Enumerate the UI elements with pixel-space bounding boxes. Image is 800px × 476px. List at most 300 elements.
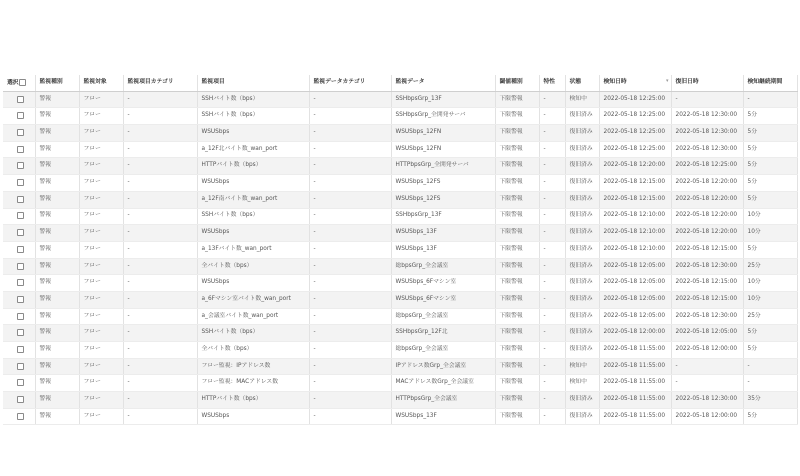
table-row[interactable] <box>3 342 797 359</box>
cell-item: WSUSbps <box>197 125 309 142</box>
table-row[interactable] <box>3 258 797 275</box>
cell-type: 警報 <box>35 358 79 375</box>
cell-category: - <box>123 375 197 392</box>
row-select-cell <box>3 342 35 359</box>
cell-type: 警報 <box>35 325 79 342</box>
cell-category: - <box>123 291 197 308</box>
cell-threshold: 下限警報 <box>495 308 539 325</box>
row-select-cell <box>3 392 35 409</box>
table-row[interactable] <box>3 91 797 108</box>
cell-threshold: 下限警報 <box>495 275 539 292</box>
cell-type: 警報 <box>35 308 79 325</box>
cell-threshold: 下限警報 <box>495 291 539 308</box>
cell-data-category: - <box>309 291 391 308</box>
table-row[interactable] <box>3 308 797 325</box>
cell-status: 復旧済み <box>565 408 599 425</box>
cell-category: - <box>123 408 197 425</box>
cell-category: - <box>123 358 197 375</box>
cell-data-category: - <box>309 308 391 325</box>
cell-data-category: - <box>309 241 391 258</box>
cell-data: WSUSbps_12FS <box>391 191 495 208</box>
cell-recovered: 2022-05-18 12:20:00 <box>671 175 743 192</box>
cell-recovered: 2022-05-18 12:30:00 <box>671 125 743 142</box>
cell-type: 警報 <box>35 208 79 225</box>
cell-threshold: 下限警報 <box>495 258 539 275</box>
cell-property: - <box>539 175 565 192</box>
cell-data: HTTPbpsGrp_全開発サーバ <box>391 158 495 175</box>
cell-item: a_12F北バイト数_wan_port <box>197 141 309 158</box>
cell-property: - <box>539 291 565 308</box>
cell-category: - <box>123 392 197 409</box>
cell-status: 復旧済み <box>565 108 599 125</box>
cell-data: WSUSbps_13F <box>391 408 495 425</box>
cell-data-category: - <box>309 208 391 225</box>
cell-data-category: - <box>309 141 391 158</box>
cell-detected: 2022-05-18 12:05:00 <box>599 308 671 325</box>
col-header-data[interactable]: 監視データ <box>391 75 495 91</box>
cell-data: WSUSbps_13F <box>391 225 495 242</box>
cell-data: MACアドレス数Grp_全会議室 <box>391 375 495 392</box>
col-header-duration[interactable]: 検知継続期間 <box>743 75 797 91</box>
cell-threshold: 下限警報 <box>495 91 539 108</box>
cell-target: フロー <box>79 291 123 308</box>
cell-data-category: - <box>309 358 391 375</box>
cell-property: - <box>539 125 565 142</box>
cell-category: - <box>123 241 197 258</box>
cell-item: 全バイト数（bps） <box>197 342 309 359</box>
col-header-detected[interactable] <box>599 75 671 91</box>
cell-threshold: 下限警報 <box>495 191 539 208</box>
row-checkbox[interactable] <box>17 196 24 203</box>
table-row[interactable] <box>3 291 797 308</box>
cell-status: 復旧済み <box>565 158 599 175</box>
row-select-cell <box>3 375 35 392</box>
cell-detected: 2022-05-18 12:05:00 <box>599 258 671 275</box>
cell-type: 警報 <box>35 392 79 409</box>
cell-type: 警報 <box>35 158 79 175</box>
cell-duration: - <box>743 375 797 392</box>
cell-duration: - <box>743 358 797 375</box>
cell-item: WSUSbps <box>197 225 309 242</box>
cell-duration: 5分 <box>743 325 797 342</box>
cell-type: 警報 <box>35 175 79 192</box>
cell-recovered: 2022-05-18 12:15:00 <box>671 275 743 292</box>
col-header-select <box>3 75 35 91</box>
cell-status: 復旧済み <box>565 175 599 192</box>
row-select-cell <box>3 291 35 308</box>
col-header-property[interactable]: 特性 <box>539 75 565 91</box>
cell-category: - <box>123 175 197 192</box>
row-checkbox[interactable] <box>17 296 24 303</box>
cell-data: WSUSbps_12FS <box>391 175 495 192</box>
cell-data-category: - <box>309 342 391 359</box>
cell-status: 復旧済み <box>565 241 599 258</box>
cell-item: HTTPバイト数（bps） <box>197 392 309 409</box>
cell-status: 復旧済み <box>565 125 599 142</box>
row-checkbox[interactable] <box>17 212 24 219</box>
cell-recovered: 2022-05-18 12:30:00 <box>671 392 743 409</box>
cell-type: 警報 <box>35 91 79 108</box>
cell-category: - <box>123 275 197 292</box>
row-select-cell <box>3 108 35 125</box>
col-header-data-category[interactable]: 監視データカテゴリ <box>309 75 391 91</box>
cell-recovered: 2022-05-18 12:00:00 <box>671 408 743 425</box>
cell-item: SSHバイト数（bps） <box>197 91 309 108</box>
cell-data: WSUSbps_12FN <box>391 141 495 158</box>
cell-status: 復旧済み <box>565 225 599 242</box>
cell-target: フロー <box>79 191 123 208</box>
table-row[interactable] <box>3 141 797 158</box>
table-row[interactable] <box>3 158 797 175</box>
cell-data-category: - <box>309 392 391 409</box>
cell-target: フロー <box>79 91 123 108</box>
cell-data-category: - <box>309 91 391 108</box>
cell-threshold: 下限警報 <box>495 392 539 409</box>
cell-target: フロー <box>79 408 123 425</box>
cell-category: - <box>123 125 197 142</box>
row-checkbox[interactable] <box>17 363 24 370</box>
table-row[interactable] <box>3 108 797 125</box>
cell-type: 警報 <box>35 108 79 125</box>
cell-recovered: 2022-05-18 12:20:00 <box>671 191 743 208</box>
row-checkbox[interactable] <box>17 279 24 286</box>
cell-data: WSUSbps_6Fマシン室 <box>391 275 495 292</box>
cell-status: 検知中 <box>565 358 599 375</box>
cell-threshold: 下限警報 <box>495 358 539 375</box>
row-select-cell <box>3 208 35 225</box>
cell-data: 総bpsGrp_全会議室 <box>391 258 495 275</box>
cell-detected: 2022-05-18 11:55:00 <box>599 392 671 409</box>
cell-data-category: - <box>309 175 391 192</box>
cell-detected: 2022-05-18 12:25:00 <box>599 91 671 108</box>
row-select-cell <box>3 275 35 292</box>
cell-detected: 2022-05-18 12:25:00 <box>599 125 671 142</box>
row-checkbox[interactable] <box>17 129 24 136</box>
cell-threshold: 下限警報 <box>495 125 539 142</box>
cell-duration: 5分 <box>743 158 797 175</box>
row-checkbox[interactable] <box>17 229 24 236</box>
cell-recovered: - <box>671 358 743 375</box>
cell-detected: 2022-05-18 11:55:00 <box>599 408 671 425</box>
row-select-cell <box>3 358 35 375</box>
col-header-status[interactable]: 状態 <box>565 75 599 91</box>
cell-item: SSHバイト数（bps） <box>197 325 309 342</box>
cell-target: フロー <box>79 392 123 409</box>
cell-detected: 2022-05-18 11:55:00 <box>599 375 671 392</box>
cell-data: IPアドレス数Grp_全会議室 <box>391 358 495 375</box>
cell-detected: 2022-05-18 12:25:00 <box>599 108 671 125</box>
cell-type: 警報 <box>35 225 79 242</box>
cell-duration: 25分 <box>743 258 797 275</box>
table-row[interactable] <box>3 125 797 142</box>
cell-item: SSHバイト数（bps） <box>197 208 309 225</box>
cell-category: - <box>123 91 197 108</box>
table-row[interactable] <box>3 325 797 342</box>
cell-data: 総bpsGrp_全会議室 <box>391 342 495 359</box>
row-checkbox[interactable] <box>17 396 24 403</box>
cell-detected: 2022-05-18 12:20:00 <box>599 158 671 175</box>
row-checkbox[interactable] <box>17 162 24 169</box>
cell-status: 復旧済み <box>565 342 599 359</box>
cell-data: WSUSbps_12FN <box>391 125 495 142</box>
cell-data-category: - <box>309 375 391 392</box>
cell-target: フロー <box>79 175 123 192</box>
cell-item: a_6Fマシン室バイト数_wan_port <box>197 291 309 308</box>
col-header-type[interactable]: 監視種別 <box>35 75 79 91</box>
cell-property: - <box>539 208 565 225</box>
row-select-cell <box>3 408 35 425</box>
cell-duration: 25分 <box>743 308 797 325</box>
cell-data: WSUSbps_6Fマシン室 <box>391 291 495 308</box>
cell-duration: 5分 <box>743 108 797 125</box>
cell-type: 警報 <box>35 342 79 359</box>
row-checkbox[interactable] <box>17 413 24 420</box>
cell-detected: 2022-05-18 12:05:00 <box>599 275 671 292</box>
cell-status: 復旧済み <box>565 291 599 308</box>
row-select-cell <box>3 225 35 242</box>
table-header-row <box>3 75 797 91</box>
cell-threshold: 下限警報 <box>495 141 539 158</box>
row-checkbox[interactable] <box>17 329 24 336</box>
cell-status: 検知中 <box>565 91 599 108</box>
cell-threshold: 下限警報 <box>495 408 539 425</box>
cell-detected: 2022-05-18 12:05:00 <box>599 291 671 308</box>
select-all-checkbox[interactable] <box>19 79 26 86</box>
cell-target: フロー <box>79 241 123 258</box>
cell-duration: 10分 <box>743 275 797 292</box>
cell-category: - <box>123 191 197 208</box>
cell-detected: 2022-05-18 12:00:00 <box>599 325 671 342</box>
cell-recovered: 2022-05-18 12:30:00 <box>671 108 743 125</box>
cell-item: フロー監視：IPアドレス数 <box>197 358 309 375</box>
cell-detected: 2022-05-18 11:55:00 <box>599 342 671 359</box>
cell-duration: 5分 <box>743 241 797 258</box>
cell-status: 復旧済み <box>565 258 599 275</box>
col-header-category[interactable]: 監視項目カテゴリ <box>123 75 197 91</box>
cell-recovered: 2022-05-18 12:05:00 <box>671 325 743 342</box>
cell-property: - <box>539 392 565 409</box>
cell-data: 総bpsGrp_全会議室 <box>391 308 495 325</box>
row-select-cell <box>3 241 35 258</box>
cell-recovered: - <box>671 375 743 392</box>
cell-duration: 5分 <box>743 191 797 208</box>
cell-property: - <box>539 275 565 292</box>
cell-item: WSUSbps <box>197 408 309 425</box>
cell-type: 警報 <box>35 258 79 275</box>
cell-target: フロー <box>79 141 123 158</box>
cell-category: - <box>123 141 197 158</box>
table-row[interactable] <box>3 175 797 192</box>
cell-category: - <box>123 342 197 359</box>
cell-item: 全バイト数（bps） <box>197 258 309 275</box>
row-checkbox[interactable] <box>17 379 24 386</box>
cell-target: フロー <box>79 275 123 292</box>
cell-category: - <box>123 108 197 125</box>
cell-target: フロー <box>79 208 123 225</box>
cell-item: HTTPバイト数（bps） <box>197 158 309 175</box>
cell-item: a_13Fバイト数_wan_port <box>197 241 309 258</box>
cell-duration: 10分 <box>743 291 797 308</box>
cell-data-category: - <box>309 225 391 242</box>
cell-data-category: - <box>309 108 391 125</box>
cell-item: WSUSbps <box>197 175 309 192</box>
table-row[interactable] <box>3 241 797 258</box>
cell-status: 復旧済み <box>565 325 599 342</box>
col-select-label: 選択 <box>7 79 19 86</box>
cell-detected: 2022-05-18 11:55:00 <box>599 358 671 375</box>
cell-duration: 5分 <box>743 141 797 158</box>
cell-data-category: - <box>309 325 391 342</box>
cell-threshold: 下限警報 <box>495 241 539 258</box>
cell-threshold: 下限警報 <box>495 175 539 192</box>
cell-threshold: 下限警報 <box>495 342 539 359</box>
cell-recovered: 2022-05-18 12:30:00 <box>671 141 743 158</box>
cell-threshold: 下限警報 <box>495 108 539 125</box>
col-header-threshold[interactable]: 閾値種別 <box>495 75 539 91</box>
row-checkbox[interactable] <box>17 146 24 153</box>
table-row[interactable] <box>3 392 797 409</box>
cell-property: - <box>539 342 565 359</box>
cell-detected: 2022-05-18 12:10:00 <box>599 241 671 258</box>
cell-target: フロー <box>79 375 123 392</box>
row-select-cell <box>3 325 35 342</box>
cell-category: - <box>123 325 197 342</box>
cell-threshold: 下限警報 <box>495 325 539 342</box>
row-checkbox[interactable] <box>17 112 24 119</box>
row-checkbox[interactable] <box>17 246 24 253</box>
cell-duration: - <box>743 91 797 108</box>
cell-property: - <box>539 191 565 208</box>
cell-recovered: 2022-05-18 12:30:00 <box>671 258 743 275</box>
cell-duration: 5分 <box>743 125 797 142</box>
col-header-target[interactable]: 監視対象 <box>79 75 123 91</box>
row-select-cell <box>3 175 35 192</box>
cell-data: SSHbpsGrp_13F <box>391 91 495 108</box>
cell-recovered: 2022-05-18 12:15:00 <box>671 291 743 308</box>
cell-data: SSHbpsGrp_全開発サーバ <box>391 108 495 125</box>
cell-detected: 2022-05-18 12:15:00 <box>599 191 671 208</box>
cell-target: フロー <box>79 258 123 275</box>
cell-type: 警報 <box>35 375 79 392</box>
cell-data: HTTPbpsGrp_全会議室 <box>391 392 495 409</box>
cell-type: 警報 <box>35 125 79 142</box>
cell-data-category: - <box>309 191 391 208</box>
cell-target: フロー <box>79 325 123 342</box>
cell-item: SSHバイト数（bps） <box>197 108 309 125</box>
row-select-cell <box>3 91 35 108</box>
cell-data-category: - <box>309 158 391 175</box>
cell-status: 復旧済み <box>565 275 599 292</box>
cell-target: フロー <box>79 358 123 375</box>
cell-item: WSUSbps <box>197 275 309 292</box>
table-row[interactable] <box>3 225 797 242</box>
table-row[interactable] <box>3 191 797 208</box>
cell-duration: 10分 <box>743 208 797 225</box>
table-row[interactable] <box>3 275 797 292</box>
cell-category: - <box>123 158 197 175</box>
cell-detected: 2022-05-18 12:10:00 <box>599 225 671 242</box>
cell-duration: 10分 <box>743 225 797 242</box>
row-select-cell <box>3 141 35 158</box>
cell-status: 復旧済み <box>565 141 599 158</box>
cell-data-category: - <box>309 275 391 292</box>
row-select-cell <box>3 191 35 208</box>
cell-item: a_会議室バイト数_wan_port <box>197 308 309 325</box>
cell-target: フロー <box>79 125 123 142</box>
cell-data-category: - <box>309 408 391 425</box>
cell-status: 復旧済み <box>565 392 599 409</box>
cell-type: 警報 <box>35 241 79 258</box>
cell-target: フロー <box>79 342 123 359</box>
cell-data: SSHbpsGrp_12F北 <box>391 325 495 342</box>
row-checkbox[interactable] <box>17 263 24 270</box>
cell-property: - <box>539 375 565 392</box>
cell-target: フロー <box>79 158 123 175</box>
table-row[interactable] <box>3 408 797 425</box>
col-header-item[interactable]: 監視項目 <box>197 75 309 91</box>
cell-property: - <box>539 225 565 242</box>
cell-recovered: 2022-05-18 12:20:00 <box>671 225 743 242</box>
col-header-recovered[interactable]: 復旧日時 <box>671 75 743 91</box>
cell-duration: 5分 <box>743 342 797 359</box>
row-checkbox[interactable] <box>17 96 24 103</box>
cell-target: フロー <box>79 308 123 325</box>
cell-status: 検知中 <box>565 375 599 392</box>
cell-category: - <box>123 258 197 275</box>
cell-detected: 2022-05-18 12:15:00 <box>599 175 671 192</box>
cell-status: 復旧済み <box>565 191 599 208</box>
cell-type: 警報 <box>35 408 79 425</box>
row-checkbox[interactable] <box>17 313 24 320</box>
cell-type: 警報 <box>35 275 79 292</box>
cell-property: - <box>539 358 565 375</box>
cell-recovered: 2022-05-18 12:20:00 <box>671 208 743 225</box>
cell-duration: 5分 <box>743 175 797 192</box>
cell-type: 警報 <box>35 141 79 158</box>
cell-detected: 2022-05-18 12:25:00 <box>599 141 671 158</box>
cell-property: - <box>539 158 565 175</box>
cell-recovered: - <box>671 91 743 108</box>
cell-type: 警報 <box>35 191 79 208</box>
row-checkbox[interactable] <box>17 179 24 186</box>
row-checkbox[interactable] <box>17 346 24 353</box>
cell-data: SSHbpsGrp_13F <box>391 208 495 225</box>
table-row[interactable] <box>3 358 797 375</box>
cell-recovered: 2022-05-18 12:25:00 <box>671 158 743 175</box>
cell-status: 復旧済み <box>565 208 599 225</box>
table-row[interactable] <box>3 208 797 225</box>
cell-threshold: 下限警報 <box>495 208 539 225</box>
cell-detected: 2022-05-18 12:10:00 <box>599 208 671 225</box>
cell-category: - <box>123 308 197 325</box>
cell-property: - <box>539 91 565 108</box>
row-select-cell <box>3 125 35 142</box>
cell-recovered: 2022-05-18 12:15:00 <box>671 241 743 258</box>
cell-property: - <box>539 408 565 425</box>
row-select-cell <box>3 258 35 275</box>
table-body <box>3 91 797 425</box>
cell-property: - <box>539 141 565 158</box>
cell-item: a_12F南バイト数_wan_port <box>197 191 309 208</box>
cell-threshold: 下限警報 <box>495 158 539 175</box>
cell-recovered: 2022-05-18 12:30:00 <box>671 308 743 325</box>
cell-type: 警報 <box>35 291 79 308</box>
cell-status: 復旧済み <box>565 308 599 325</box>
table-row[interactable] <box>3 375 797 392</box>
cell-threshold: 下限警報 <box>495 225 539 242</box>
cell-data-category: - <box>309 125 391 142</box>
sort-desc-icon: ▾ <box>665 78 669 84</box>
